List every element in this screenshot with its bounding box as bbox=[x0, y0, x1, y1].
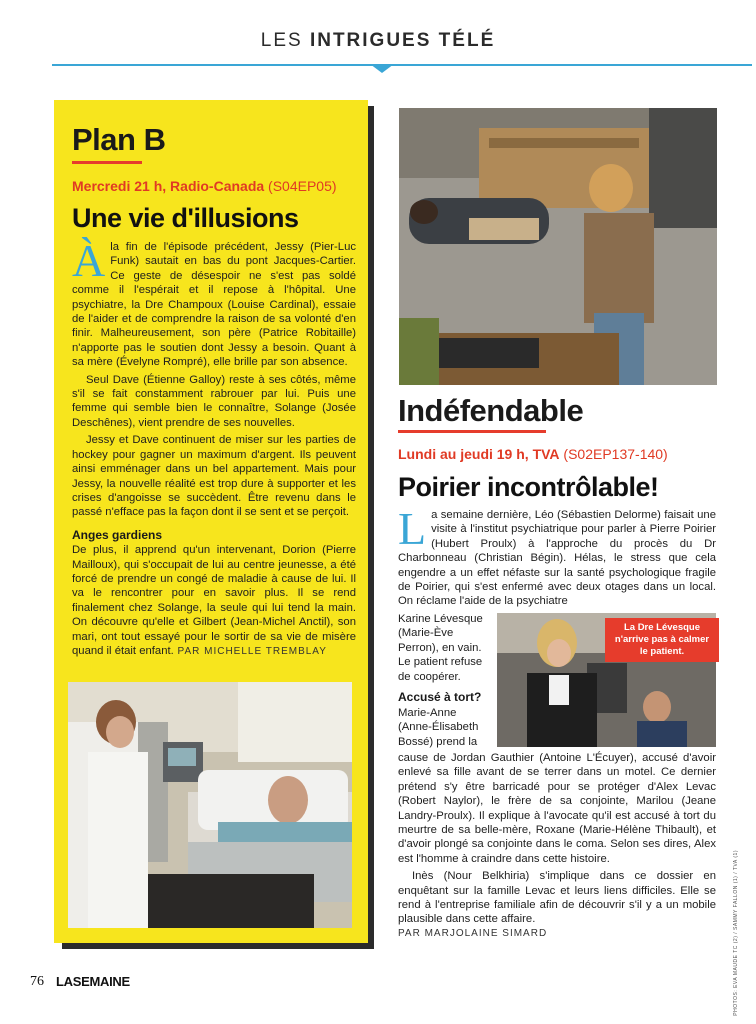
plan-b-paragraph-2: Seul Dave (Étienne Galloy) reste à ses côtés, même s'il se fait constamment rabrouer par lui. Puis une femme qui semble bien le connaître, Solange (Josée Deschênes), vient prendre de ses nouvelles. bbox=[72, 373, 356, 429]
plan-b-episode: (S04EP05) bbox=[264, 178, 337, 194]
header-rule bbox=[52, 64, 752, 66]
page-number: 76 bbox=[30, 974, 44, 989]
indefendable-paragraph-2b: cause de Jordan Gauthier (Antoine L'Écuyer), accusé d'avoir enlevé sa fille avant de se terrer dans un motel. Ce dernier prétend s'y être barricadé pour se protéger d'Alex Levac (Robert Naylor), le frère de sa conjointe, Marilou (Jeane Landry-Proulx). Il explique à l'avocate qu'il est accusé à tort du meurtre de sa belle-mère, Roxane (Marie-Hélène Thibault), et d'avoir plongé sa conjointe dans le coma. Selon ses dires, Alex est l'homme à craindre dans cette histoire. bbox=[398, 752, 716, 865]
indefendable-paragraph-1b: Karine Lévesque (Marie-Ève Perron), en vain. Le patient refuse de coopérer. bbox=[398, 613, 483, 683]
section-title-prefix: LES bbox=[260, 30, 310, 51]
plan-b-paragraph-4 bbox=[72, 543, 356, 659]
plan-b-subhead: Anges gardiens bbox=[72, 527, 163, 542]
indefendable-red-bar bbox=[398, 430, 546, 433]
plan-b-paragraph-4-text: De plus, il apprend qu'un intervenant, Dorion (Pierre Mailloux), qui s'occupait de lui au centre jeunesse, a été forcé de prendre un congé de maladie à cause de lui. Il va le rencontrer pour en savoir plus. Il se rend finalement chez Solange, la seule qui lui tend la main. On découvre qu'elle et Gilbert (Jean-Michel Anctil), son mari, ont tout essayé pour le sortir de sa vie de misère quand il était enfant. bbox=[72, 544, 356, 657]
magazine-name: LASEMAINE bbox=[56, 974, 130, 989]
photo-credit: PHOTOS: EVA MAUDE TC (2) / SAMMY FALLON (1) / TVA (1) bbox=[733, 850, 739, 1016]
plan-b-article bbox=[72, 235, 356, 659]
plan-b-paragraph-1: la fin de l'épisode précédent, Jessy (Pier-Luc Funk) sautait en bas du pont Jacques-Cartier. Ce geste de désespoir ne s'est pas soldé comme il l'espérait et il repose à l'hôpital. Une psychiatre, la Dre Champoux (Louise Cardinal), essaie de l'aider et de comprendre la raison de sa volonté d'en finir. Malheureusement, son père (Patrice Robitaille) n'apporte pas le soutien dont Jessy a besoin. Quant à sa mère (Évelyne Rompré), elle brille par son absence. bbox=[72, 241, 356, 369]
indefendable-dropcap: L bbox=[398, 503, 427, 554]
plan-b-byline: PAR MICHELLE TREMBLAY bbox=[173, 645, 327, 657]
hospital-photo bbox=[68, 682, 352, 928]
indefendable-show-name: Indéfendable bbox=[398, 393, 584, 428]
plan-b-time-channel: Mercredi 21 h, Radio-Canada bbox=[72, 178, 265, 194]
indefendable-byline: PAR MARJOLAINE SIMARD bbox=[398, 927, 548, 939]
plan-b-paragraph-3: Jessy et Dave continuent de miser sur les parties de hockey pour gagner un maximum d'argent. Ils peuvent ainsi emménager dans un bel appartement. Mais pour Jessy, la nouvelle réalité est trop dure à supporter et les crises d'angoisse se succèdent. Être revenu dans le passé n'efface pas la façon dont il se sent et se perçoit. bbox=[72, 434, 356, 519]
indefendable-time-channel: Lundi au jeudi 19 h, TVA bbox=[398, 446, 560, 462]
indefendable-paragraph-1a: a semaine dernière, Léo (Sébastien Delorme) faisait une visite à l'institut psychiatrique pour parler à Pierre Poirier (Hubert Proulx) à l'approche du procès du Dr Charbonneau (Christian Bégin). Hélas, le stress que cela engendre a un effet néfaste sur la santé psychologique fragile de Poirier, qui s'est enfermé avec deux otages dans un local. On réclame l'aide de la psychiatre bbox=[398, 509, 716, 608]
plan-b-headline: Une vie d'illusions bbox=[72, 203, 299, 233]
indefendable-paragraph-2a: Marie-Anne (Anne-Élisabeth Bossé) prend la bbox=[398, 707, 479, 748]
indefendable-subhead: Accusé à tort? bbox=[398, 690, 482, 704]
section-title-bold: INTRIGUES TÉLÉ bbox=[309, 30, 496, 51]
plan-b-dropcap: À bbox=[72, 235, 106, 286]
indefendable-paragraph-1 bbox=[398, 503, 716, 609]
indefendable-headline: Poirier incontrôlable! bbox=[398, 472, 659, 502]
header-notch bbox=[370, 64, 394, 73]
plan-b-show-name: Plan B bbox=[72, 122, 166, 157]
indefendable-paragraph-3: Inès (Nour Belkhiria) s'implique dans ce dossier en enquêtant sur la famille Levac et leurs liens difficiles. Elle se rend à l'entreprise familiale afin de découvrir s'il y a un mobile plausible dans cette affaire. bbox=[398, 870, 716, 926]
indefendable-paragraph-2b-block bbox=[398, 751, 716, 941]
indefendable-episode: (S02EP137-140) bbox=[559, 446, 668, 462]
photo-caption: La Dre Lévesque n'arrive pas à calmer le patient. bbox=[605, 618, 719, 662]
indefendable-broadcast bbox=[398, 446, 668, 462]
plan-b-broadcast bbox=[72, 178, 337, 194]
section-title bbox=[0, 30, 756, 52]
plan-b-red-bar bbox=[72, 161, 142, 164]
indefendable-photo-top bbox=[399, 108, 717, 385]
